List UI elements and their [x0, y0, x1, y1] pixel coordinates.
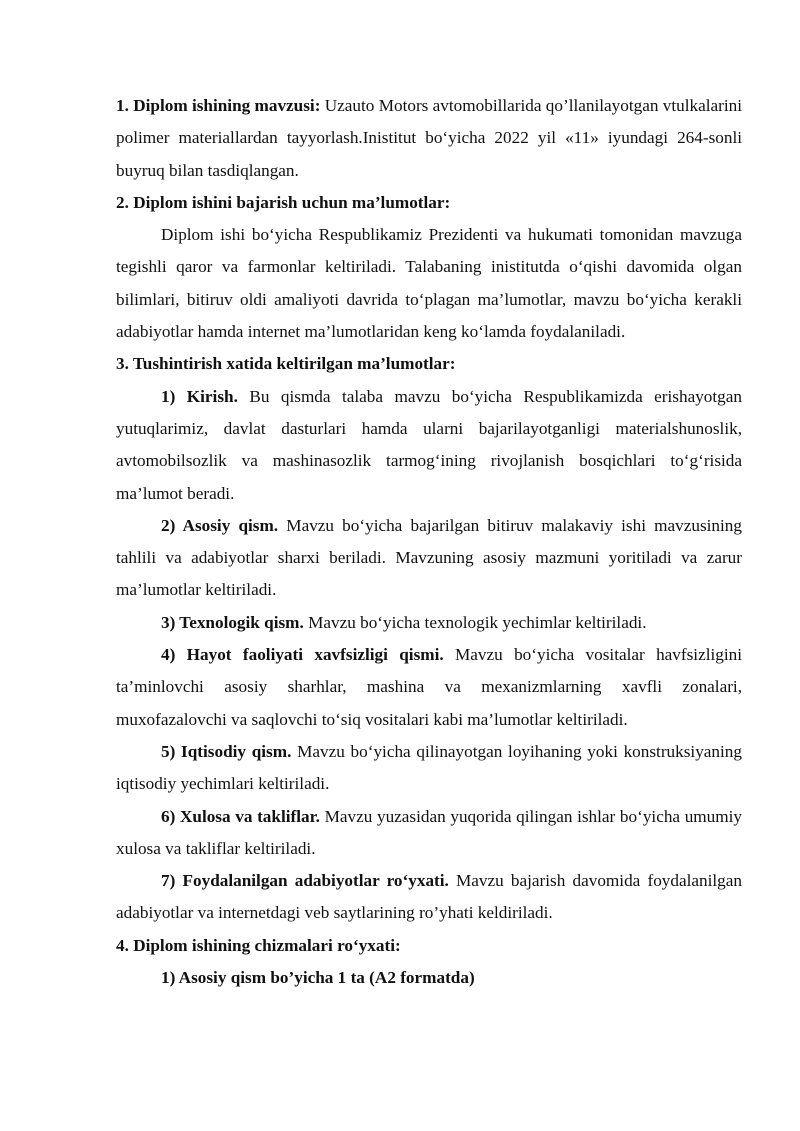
section-2-title: 2. Diplom ishini bajarish uchun ma’lumotlar:	[116, 192, 451, 212]
section-2-text: Diplom ishi bo‘yicha Respublikamiz Prezidenti va hukumati tomonidan mavzuga tegishli qaror va farmonlar keltiriladi. Talabaning inistitutda o‘qishi davomida olgan bilimlari, bitiruv oldi amaliyoti davrida to‘plagan ma’lumotlar, mavzu bo‘yicha kerakli adabiyotlar hamda internet ma’lumotlaridan keng ko‘lamda foydalaniladi.	[116, 225, 742, 342]
item-label: 5) Iqtisodiy qism.	[161, 741, 292, 761]
item-label: 7) Foydalanilgan adabiyotlar ro‘yxati.	[161, 871, 449, 891]
section-1-title: 1. Diplom ishining mavzusi:	[116, 96, 321, 115]
section-3-item-references	[116, 865, 742, 930]
item-label: 3) Texnologik qism.	[161, 612, 304, 632]
section-3-item-economic	[116, 736, 742, 801]
item-text: Bu qismda talaba mavzu bo‘yicha Respublikamizda erishayotgan yutuqlarimiz, davlat dasturlari hamda ularni bajarilayotganligi materialshunoslik, avtomobilsozlik va mashinasozlik tarmog‘ining rivojlanish bosqichlari to‘g‘risida ma’lumot beradi.	[116, 386, 742, 503]
section-3-item-life-safety	[116, 639, 742, 736]
section-3-item-introduction	[116, 381, 742, 510]
section-1-text: Uzauto Motors avtomobillarida qo’llanilayotgan vtulkalarini polimer materiallardan tayyorlash.Inistitut bo‘yicha 2022 yil «11» iyundagi 264-sonli buyruq bilan tasdiqlangan.	[116, 96, 742, 180]
item-text: Mavzu bo‘yicha texnologik yechimlar keltiriladi.	[303, 612, 647, 632]
item-label: 4) Hayot faoliyati xavfsizligi qismi.	[161, 645, 444, 665]
section-1-paragraph	[116, 90, 742, 187]
section-3-item-main-part	[116, 510, 742, 607]
section-4-title: 4. Diplom ishining chizmalari ro‘yxati:	[116, 935, 401, 955]
section-4-item-1: 1) Asosiy qism bo’yicha 1 ta (A2 formatda)	[161, 968, 475, 988]
item-text: Mavzu yuzasidan yuqorida qilingan ishlar bo‘yicha umumiy xulosa va takliflar keltiriladi.	[116, 806, 742, 858]
item-label: 1) Kirish.	[161, 386, 238, 406]
item-text: Mavzu bajarish davomida foydalanilgan adabiyotlar va internetdagi veb saytlarining ro’yhati keldiriladi.	[116, 871, 742, 923]
section-3-item-technological	[116, 607, 742, 639]
item-text: Mavzu bo‘yicha vositalar havfsizligini ta’minlovchi asosiy sharhlar, mashina va mexanizmlarning xavfli zonalari, muxofazalovchi va saqlovchi to‘siq vositalari kabi ma’lumotlar keltiriladi.	[116, 645, 742, 729]
item-label: 2) Asosiy qism.	[161, 515, 279, 535]
item-label: 6) Xulosa va takliflar.	[161, 806, 320, 826]
item-text: Mavzu bo‘yicha qilinayotgan loyihaning yoki konstruksiyaning iqtisodiy yechimlari keltiriladi.	[116, 741, 742, 794]
item-text: Mavzu bo‘yicha bajarilgan bitiruv malakaviy ishi mavzusining tahlili va adabiyotlar sharxi beriladi. Mavzuning asosiy mazmuni yoritiladi va zarur ma’lumotlar keltiriladi.	[116, 515, 742, 600]
section-3-item-conclusion	[116, 801, 742, 866]
section-3-title: 3. Tushintirish xatida keltirilgan ma’lumotlar:	[116, 354, 456, 374]
